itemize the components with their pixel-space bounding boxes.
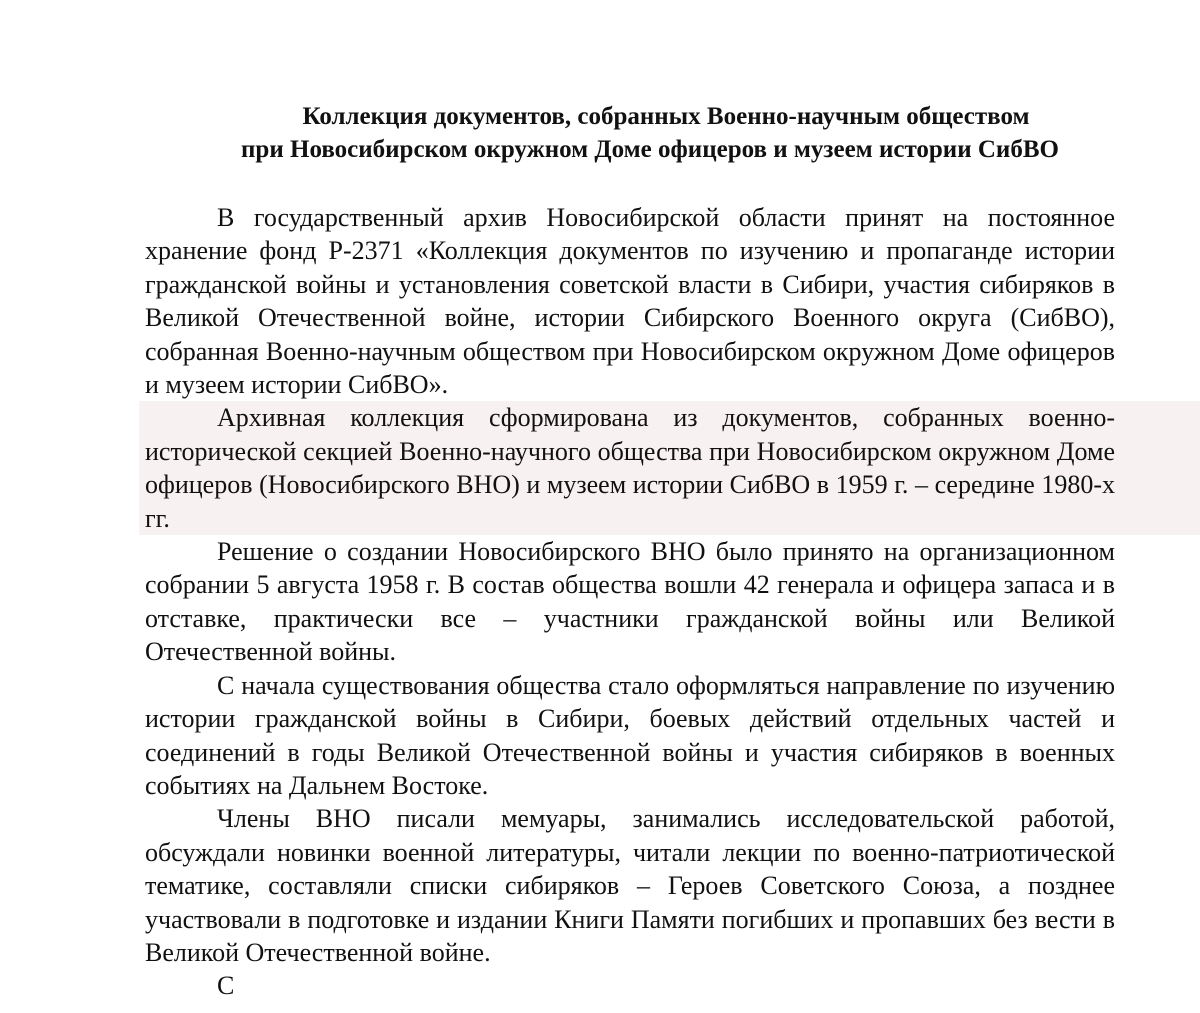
paragraph-3: Решение о создании Новосибирского ВНО было принято на организационном собрании 5 августа 1958 г. В состав общества вошли 42 генерала и офицера запаса и в отставке, практически все – участники гражданской войны или Великой Отечественной войны. xyxy=(145,537,1115,667)
document-title xyxy=(120,100,1120,166)
title-line-1: Коллекция документов, собранных Военно-научным обществом xyxy=(302,103,1030,130)
paragraph-4: С начала существования общества стало оформляться направление по изучению истории гражданской войны в Сибири, боевых действий отдельных частей и соединений в годы Великой Отечественной войны и участия сибиряков в военных событиях на Дальнем Востоке. xyxy=(145,670,1115,800)
title-line-2: при Новосибирском окружном Доме офицеров и музеем истории СибВО xyxy=(241,136,1059,163)
paragraph-6-cut: С xyxy=(217,971,235,1001)
document-body xyxy=(145,201,1115,1003)
highlighted-block xyxy=(139,401,1200,535)
paragraph-2: Архивная коллекция сформирована из документов, собранных военно-исторической секцией Военно-научного общества при Новосибирском окружном Доме офицеров (Новосибирского ВНО) и музеем истории СибВО в 1959 г. – середине 1980-х гг. xyxy=(145,403,1115,533)
paragraph-1: В государственный архив Новосибирской области принят на постоянное хранение фонд Р-2371 «Коллекция документов по изучению и пропаганде истории гражданской войны и установления советской власти в Сибири, участия сибиряков в Великой Отечественной войне, истории Сибирского Военного округа (СибВО), собранная Военно-научным обществом при Новосибирском окружном Доме офицеров и музеем истории СибВО». xyxy=(145,203,1115,400)
paragraph-5: Члены ВНО писали мемуары, занимались исследовательской работой, обсуждали новинки военной литературы, читали лекции по военно-патриотической тематике, составляли списки сибиряков – Героев Советского Союза, а позднее участвовали в подготовке и издании Книги Памяти погибших и пропавших без вести в Великой Отечественной войне. xyxy=(145,804,1115,967)
